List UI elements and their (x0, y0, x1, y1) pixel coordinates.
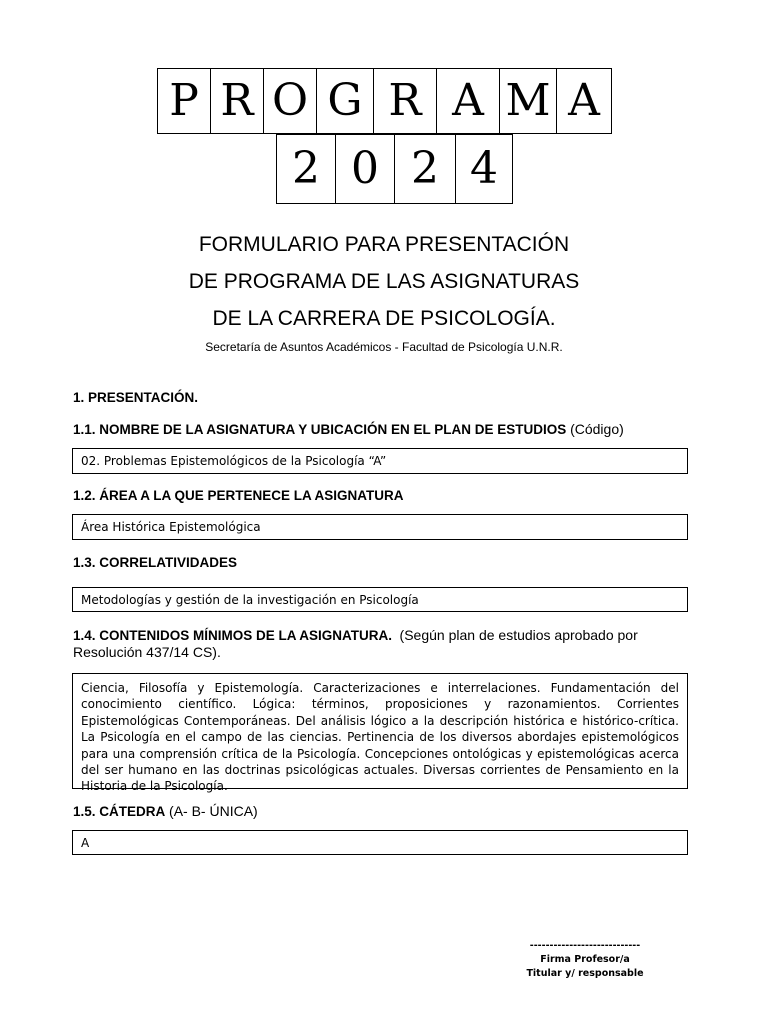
title-line: DE LA CARRERA DE PSICOLOGÍA. (212, 307, 556, 330)
letter-box: R (210, 68, 264, 134)
digit-box: 2 (394, 134, 456, 204)
title-line: DE PROGRAMA DE LAS ASIGNATURAS (188, 270, 580, 293)
year-digit-boxes (276, 134, 513, 204)
digit-box: 2 (276, 134, 336, 204)
form-subtitle: Secretaría de Asuntos Académicos - Facultad de Psicología U.N.R. (205, 340, 563, 354)
field-label-chair: 1.5. CÁTEDRA (A- B- ÚNICA) (73, 803, 258, 819)
section-heading: 1. PRESENTACIÓN. (73, 390, 199, 405)
title-line: FORMULARIO PARA PRESENTACIÓN (198, 233, 570, 256)
field-label-correlatives: 1.3. CORRELATIVIDADES (73, 555, 238, 570)
signature-block (520, 939, 650, 981)
signature-label: Firma Profesor/a (540, 954, 630, 965)
letter-box: A (436, 68, 500, 134)
signature-role: Titular y/ responsable (526, 968, 644, 979)
letter-box: A (556, 68, 612, 134)
letter-box: P (157, 68, 211, 134)
minimum-contents-field: Ciencia, Filosofía y Epistemología. Caracterizaciones e interrelaciones. Fundamentación del conocimiento científico. Lógica: términos, proposiciones y razonamientos. Corrientes Epistemológicas Contemporáneas. Del análisis lógico a la descripción histórica e histórico-crítica. La Psicología en el campo de las ciencias. Pertinencia de los diversos abordajes epistemológicos para una comprensión crítica de la Psicología. Concepciones ontológicas y epistemológicas acerca del ser humano en las doctrinas psicológicas actuales. Diversas corrientes de Pensamiento en la Historia de la Psicología. (72, 673, 688, 789)
field-label-area: 1.2. ÁREA A LA QUE PERTENECE LA ASIGNATURA (73, 488, 404, 503)
letter-box: R (373, 68, 437, 134)
digit-box: 0 (335, 134, 395, 204)
subject-name-field: 02. Problemas Epistemológicos de la Psicología “A” (72, 448, 688, 474)
digit-box: 4 (455, 134, 513, 204)
field-label-contents: 1.4. CONTENIDOS MÍNIMOS DE LA ASIGNATURA. (Según plan de estudios aprobado por Resolución 437/14 CS). (73, 627, 638, 660)
correlatives-field: Metodologías y gestión de la investigación en Psicología (72, 587, 688, 612)
letter-box: M (499, 68, 557, 134)
program-word-boxes (157, 68, 612, 134)
chair-field: A (72, 830, 688, 855)
signature-line: ---------------------------- (529, 940, 641, 951)
letter-box: G (316, 68, 374, 134)
area-field: Área Histórica Epistemológica (72, 514, 688, 540)
field-label-subject-name: 1.1. NOMBRE DE LA ASIGNATURA Y UBICACIÓN EN EL PLAN DE ESTUDIOS (Código) (73, 421, 624, 437)
form-title (0, 226, 768, 337)
letter-box: O (263, 68, 317, 134)
